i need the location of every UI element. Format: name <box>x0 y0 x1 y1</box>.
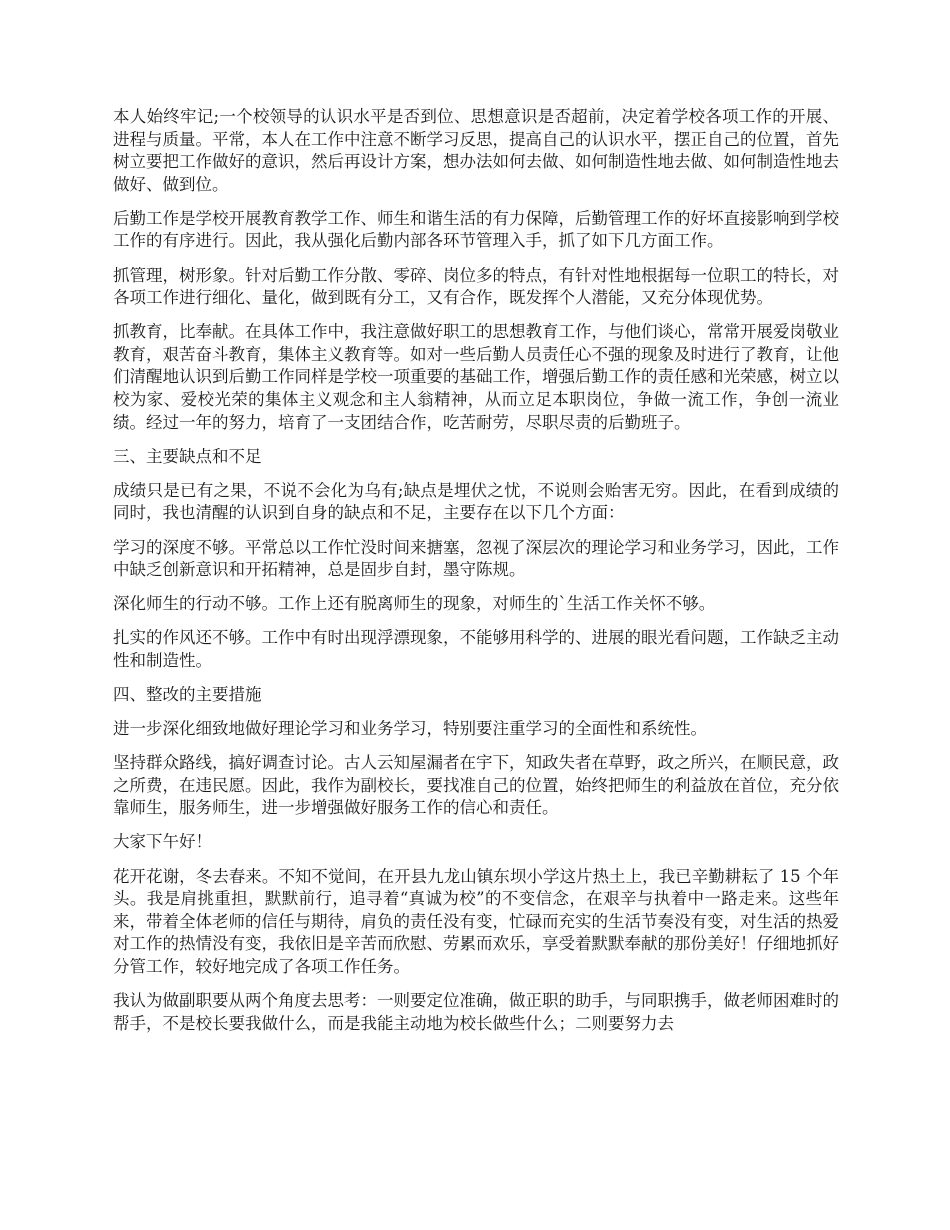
paragraph-greeting: 大家下午好！ <box>113 832 212 852</box>
paragraph-fifteen-years: 花开花谢，冬去春来。不知不觉间，在开县九龙山镇东坝小学这片热土上，我已辛勤耕耘了 15 个年头。我是肩挑重担，默默前行，追寻着“真诚为校”的不变信念，在艰辛与执着中一路走来。这些年来，带着全体老师的信任与期待，肩负的责任没有变，忙碌而充实的生活节奏没有变，对生活的热爱对工作的热情没有变，我依旧是辛苦而欣慰、劳累而欢乐，享受着默默奉献的那份美好！仔细地抓好分管工作，较好地完成了各项工作任务。 <box>113 866 839 976</box>
paragraph-study-depth: 学习的深度不够。平常总以工作忙没时间来搪塞，忽视了深层次的理论学习和业务学习，因此，工作中缺乏创新意识和开拓精神，总是固步自封，墨守陈规。 <box>113 537 839 580</box>
section-heading-measures: 四、整改的主要措施 <box>113 684 262 704</box>
section-heading-shortcomings: 三、主要缺点和不足 <box>113 446 262 466</box>
paragraph-deputy-role: 我认为做副职要从两个角度去思考：一则要定位准确，做正职的助手，与同职携手，做老师困难时的帮手，不是校长要我做什么，而是我能主动地为校长做些什么；二则要努力去 <box>113 991 839 1033</box>
paragraph-work-style: 扎实的作风还不够。工作中有时出现浮漂现象，不能够用科学的、进展的眼光看问题，工作缺乏主动性和制造性。 <box>113 628 839 670</box>
document-page <box>113 106 839 1047</box>
paragraph-self-reflection: 本人始终牢记;一个校领导的认识水平是否到位、思想意识是否超前，决定着学校各项工作的开展、进程与质量。平常，本人在工作中注意不断学习反思，提高自己的认识水平，摆正自己的位置，首先树立要把工作做好的意识，然后再设计方案，想办法如何去做、如何制造性地去做、如何制造性地去做好、做到位。 <box>113 107 839 194</box>
paragraph-teacher-student: 深化师生的行动不够。工作上还有脱离师生的现象，对师生的`生活工作关怀不够。 <box>113 594 716 614</box>
paragraph-mass-line: 坚持群众路线，搞好调查讨论。古人云知屋漏者在宇下，知政失者在草野，政之所兴，在顺民意，政之所费，在违民愿。因此，我作为副校长，要找准自己的位置，始终把师生的利益放在首位，充分依靠师生，服务师生，进一步增强做好服务工作的信心和责任。 <box>113 753 839 818</box>
paragraph-deepen-study: 进一步深化细致地做好理论学习和业务学习，特别要注重学习的全面性和系统性。 <box>113 719 707 739</box>
paragraph-shortcomings-intro: 成绩只是已有之果，不说不会化为乌有;缺点是埋伏之忧，不说则会贻害无穷。因此，在看到成绩的同时，我也清醒的认识到自身的缺点和不足，主要存在以下几个方面： <box>113 480 839 523</box>
paragraph-logistics-intro: 后勤工作是学校开展教育教学工作、师生和谐生活的有力保障，后勤管理工作的好坏直接影响到学校工作的有序进行。因此，我从强化后勤内部各环节管理入手，抓了如下几方面工作。 <box>113 208 839 251</box>
paragraph-education: 抓教育，比奉献。在具体工作中，我注意做好职工的思想教育工作，与他们谈心，常常开展爱岗敬业教育，艰苦奋斗教育，集体主义教育等。如对一些后勤人员责任心不强的现象及时进行了教育，让他们清醒地认识到后勤工作同样是学校一项重要的基础工作，增强后勤工作的责任感和光荣感，树立以校为家、爱校光荣的集体主义观念和主人翁精神，从而立足本职岗位，争做一流工作，争创一流业绩。经过一年的努力，培育了一支团结合作，吃苦耐劳，尽职尽责的后勤班子。 <box>113 322 839 432</box>
paragraph-management: 抓管理，树形象。针对后勤工作分散、零碎、岗位多的特点，有针对性地根据每一位职工的特长，对各项工作进行细化、量化，做到既有分工，又有合作，既发挥个人潜能，又充分体现优势。 <box>113 265 839 308</box>
